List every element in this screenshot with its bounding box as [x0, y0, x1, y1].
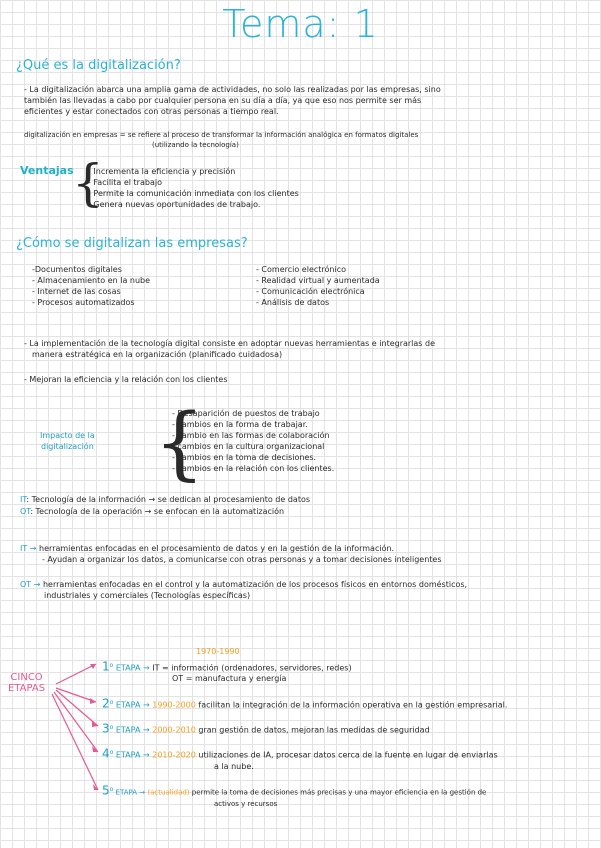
stage-2: 2$^o$ ETAPA → 1990-2000 facilitan la integración de la información operativa en la gestión empresarial.: [102, 696, 508, 711]
stage-label: ETAPA →: [115, 725, 150, 735]
method-item: - Internet de las cosas: [32, 287, 121, 296]
impact-brace: {: [154, 396, 205, 489]
advantage-item: - Incrementa la eficiencia y precisión: [88, 167, 236, 176]
stage-number: 5: [102, 783, 110, 798]
ot-tools-subtext: industriales y comerciales (Tecnologías específicas): [44, 591, 251, 600]
stage-number: 4: [102, 746, 110, 761]
method-item: - Almacenamiento en la nube: [32, 276, 151, 285]
method-item: - Procesos automatizados: [32, 298, 135, 307]
stage-label: ETAPA →: [115, 700, 150, 710]
ot-tools-text: herramientas enfocadas en el control y la automatización de los procesos físicos en entornos domésticos,: [42, 580, 468, 589]
impact-item: - cambio en las formas de colaboración: [172, 431, 330, 440]
advantage-item: - Facilita el trabajo: [88, 178, 162, 187]
it-tools-subtext: - Ayudan a organizar los datos, a comunicarse con otras personas y a tomar decisiones inteligentes: [42, 555, 442, 564]
five-stages-line: ETAPAS: [8, 683, 46, 694]
stage-1: 1$^o$ ETAPA → IT = información (ordenadores, servidores, redes): [102, 659, 352, 674]
stage-5: 5$^o$ ETAPA → (actualidad) permite la toma de decisiones más precisas y una mayor eficiencia en la gestión de: [102, 783, 487, 798]
it-abbrev: IT: [20, 495, 27, 504]
stage-years: 2010-2020: [152, 750, 196, 760]
advantages-label: Ventajas: [20, 164, 74, 177]
question-digitalization-heading: ¿Qué es la digitalización?: [16, 58, 181, 73]
stage-1-it-text: IT = información (ordenadores, servidores, redes): [152, 663, 352, 673]
definition-line: digitalización en empresas = se refiere al proceso de transformar la información analógica en formatos digitales: [24, 131, 419, 139]
stage-4: 4$^o$ ETAPA → 2010-2020 utilizaciones de IA, procesar datos cerca de la fuente en lugar de enviarlas: [102, 746, 498, 761]
it-tools-text: herramientas enfocadas en el procesamiento de datos y en la gestión de la información.: [39, 544, 395, 553]
method-item: - Realidad virtual y aumentada: [256, 276, 380, 285]
five-stages-line: CINCO: [10, 672, 43, 683]
stage-1-years: 1970-1990: [196, 647, 240, 656]
arrow-stage-1: [56, 664, 96, 684]
intro-line: también las llevadas a cabo por cualquier persona en su día a día, ya que eso nos permite ser más: [24, 96, 422, 105]
stage-label: ETAPA →: [115, 788, 146, 797]
stage-text: facilitan la integración de la información operativa en la gestión empresarial.: [198, 700, 508, 710]
improvement-note: - Mejoran la eficiencia y la relación con los clientes: [24, 375, 228, 384]
intro-line: eficientes y estar conectados con otras personas a tiempo real.: [24, 107, 279, 116]
advantages-brace: {: [72, 154, 104, 212]
stage-years: 2000-2010: [152, 725, 196, 735]
stage-label: ETAPA →: [115, 750, 150, 760]
implementation-line: manera estratégica en la organización (planificado cuidadosa): [32, 350, 283, 359]
intro-line: - La digitalización abarca una amplia gama de actividades, no solo las realizadas por las empresas, sino: [24, 85, 441, 94]
method-item: -Documentos digitales: [32, 265, 122, 274]
stage-text: utilizaciones de IA, procesar datos cerca de la fuente en lugar de enviarlas: [198, 750, 498, 760]
method-item: - Análisis de datos: [256, 298, 330, 307]
stage-text: gran gestión de datos, mejoran las medidas de seguridad: [198, 725, 430, 735]
ot-arrow-label: OT →: [20, 580, 41, 589]
ot-abbrev: OT: [20, 507, 31, 516]
stage-number: 1: [102, 659, 110, 674]
stage-3: 3$^o$ ETAPA → 2000-2010 gran gestión de datos, mejoran las medidas de seguridad: [102, 721, 430, 736]
stage-number: 2: [102, 696, 110, 711]
method-item: - Comunicación electrónica: [256, 287, 365, 296]
stage-text: permite la toma de decisiones más precisas y una mayor eficiencia en la gestión de: [191, 788, 487, 797]
stage-label: ETAPA →: [115, 663, 150, 673]
impact-item: - cambios en la forma de trabajar.: [172, 420, 308, 429]
question-how-companies-digitalize: ¿Cómo se digitalizan las empresas?: [16, 236, 248, 251]
stage-years: 1990-2000: [152, 700, 196, 710]
definition-line: (utilizando la tecnología): [152, 141, 239, 149]
stage-years: (actualidad): [147, 788, 190, 797]
it-arrow-label: IT →: [20, 544, 37, 553]
method-item: - Comercio electrónico: [256, 265, 346, 274]
it-definition-text: : Tecnología de la información → se dedican al procesamiento de datos: [26, 495, 311, 504]
advantage-item: - Genera nuevas oportunidades de trabajo.: [88, 200, 261, 209]
impact-item: - cambios en la cultura organizacional: [172, 442, 325, 451]
stage-1-ot-text: OT = manufactura y energía: [172, 674, 287, 683]
impact-label-line: Impacto de la: [40, 431, 95, 440]
impact-label-line: digitalización: [41, 442, 94, 451]
ot-definition-text: : Tecnología de la operación → se enfocan en la automatización: [30, 507, 285, 516]
stage-4-text-continued: a la nube.: [214, 762, 254, 771]
advantage-item: - Permite la comunicación inmediata con los clientes: [88, 189, 299, 198]
page-title: Tema: 1: [222, 2, 379, 46]
implementation-line: - La implementación de la tecnología digital consiste en adoptar nuevas herramientas e integrarlas de: [24, 339, 436, 348]
impact-item: - cambios en la relación con los clientes.: [172, 464, 335, 473]
impact-item: - Desaparición de puestos de trabajo: [172, 409, 320, 418]
stage-number: 3: [102, 721, 110, 736]
stage-5-text-continued: activos y recursos: [214, 800, 278, 808]
impact-item: - cambios en la toma de decisiones.: [172, 453, 317, 462]
